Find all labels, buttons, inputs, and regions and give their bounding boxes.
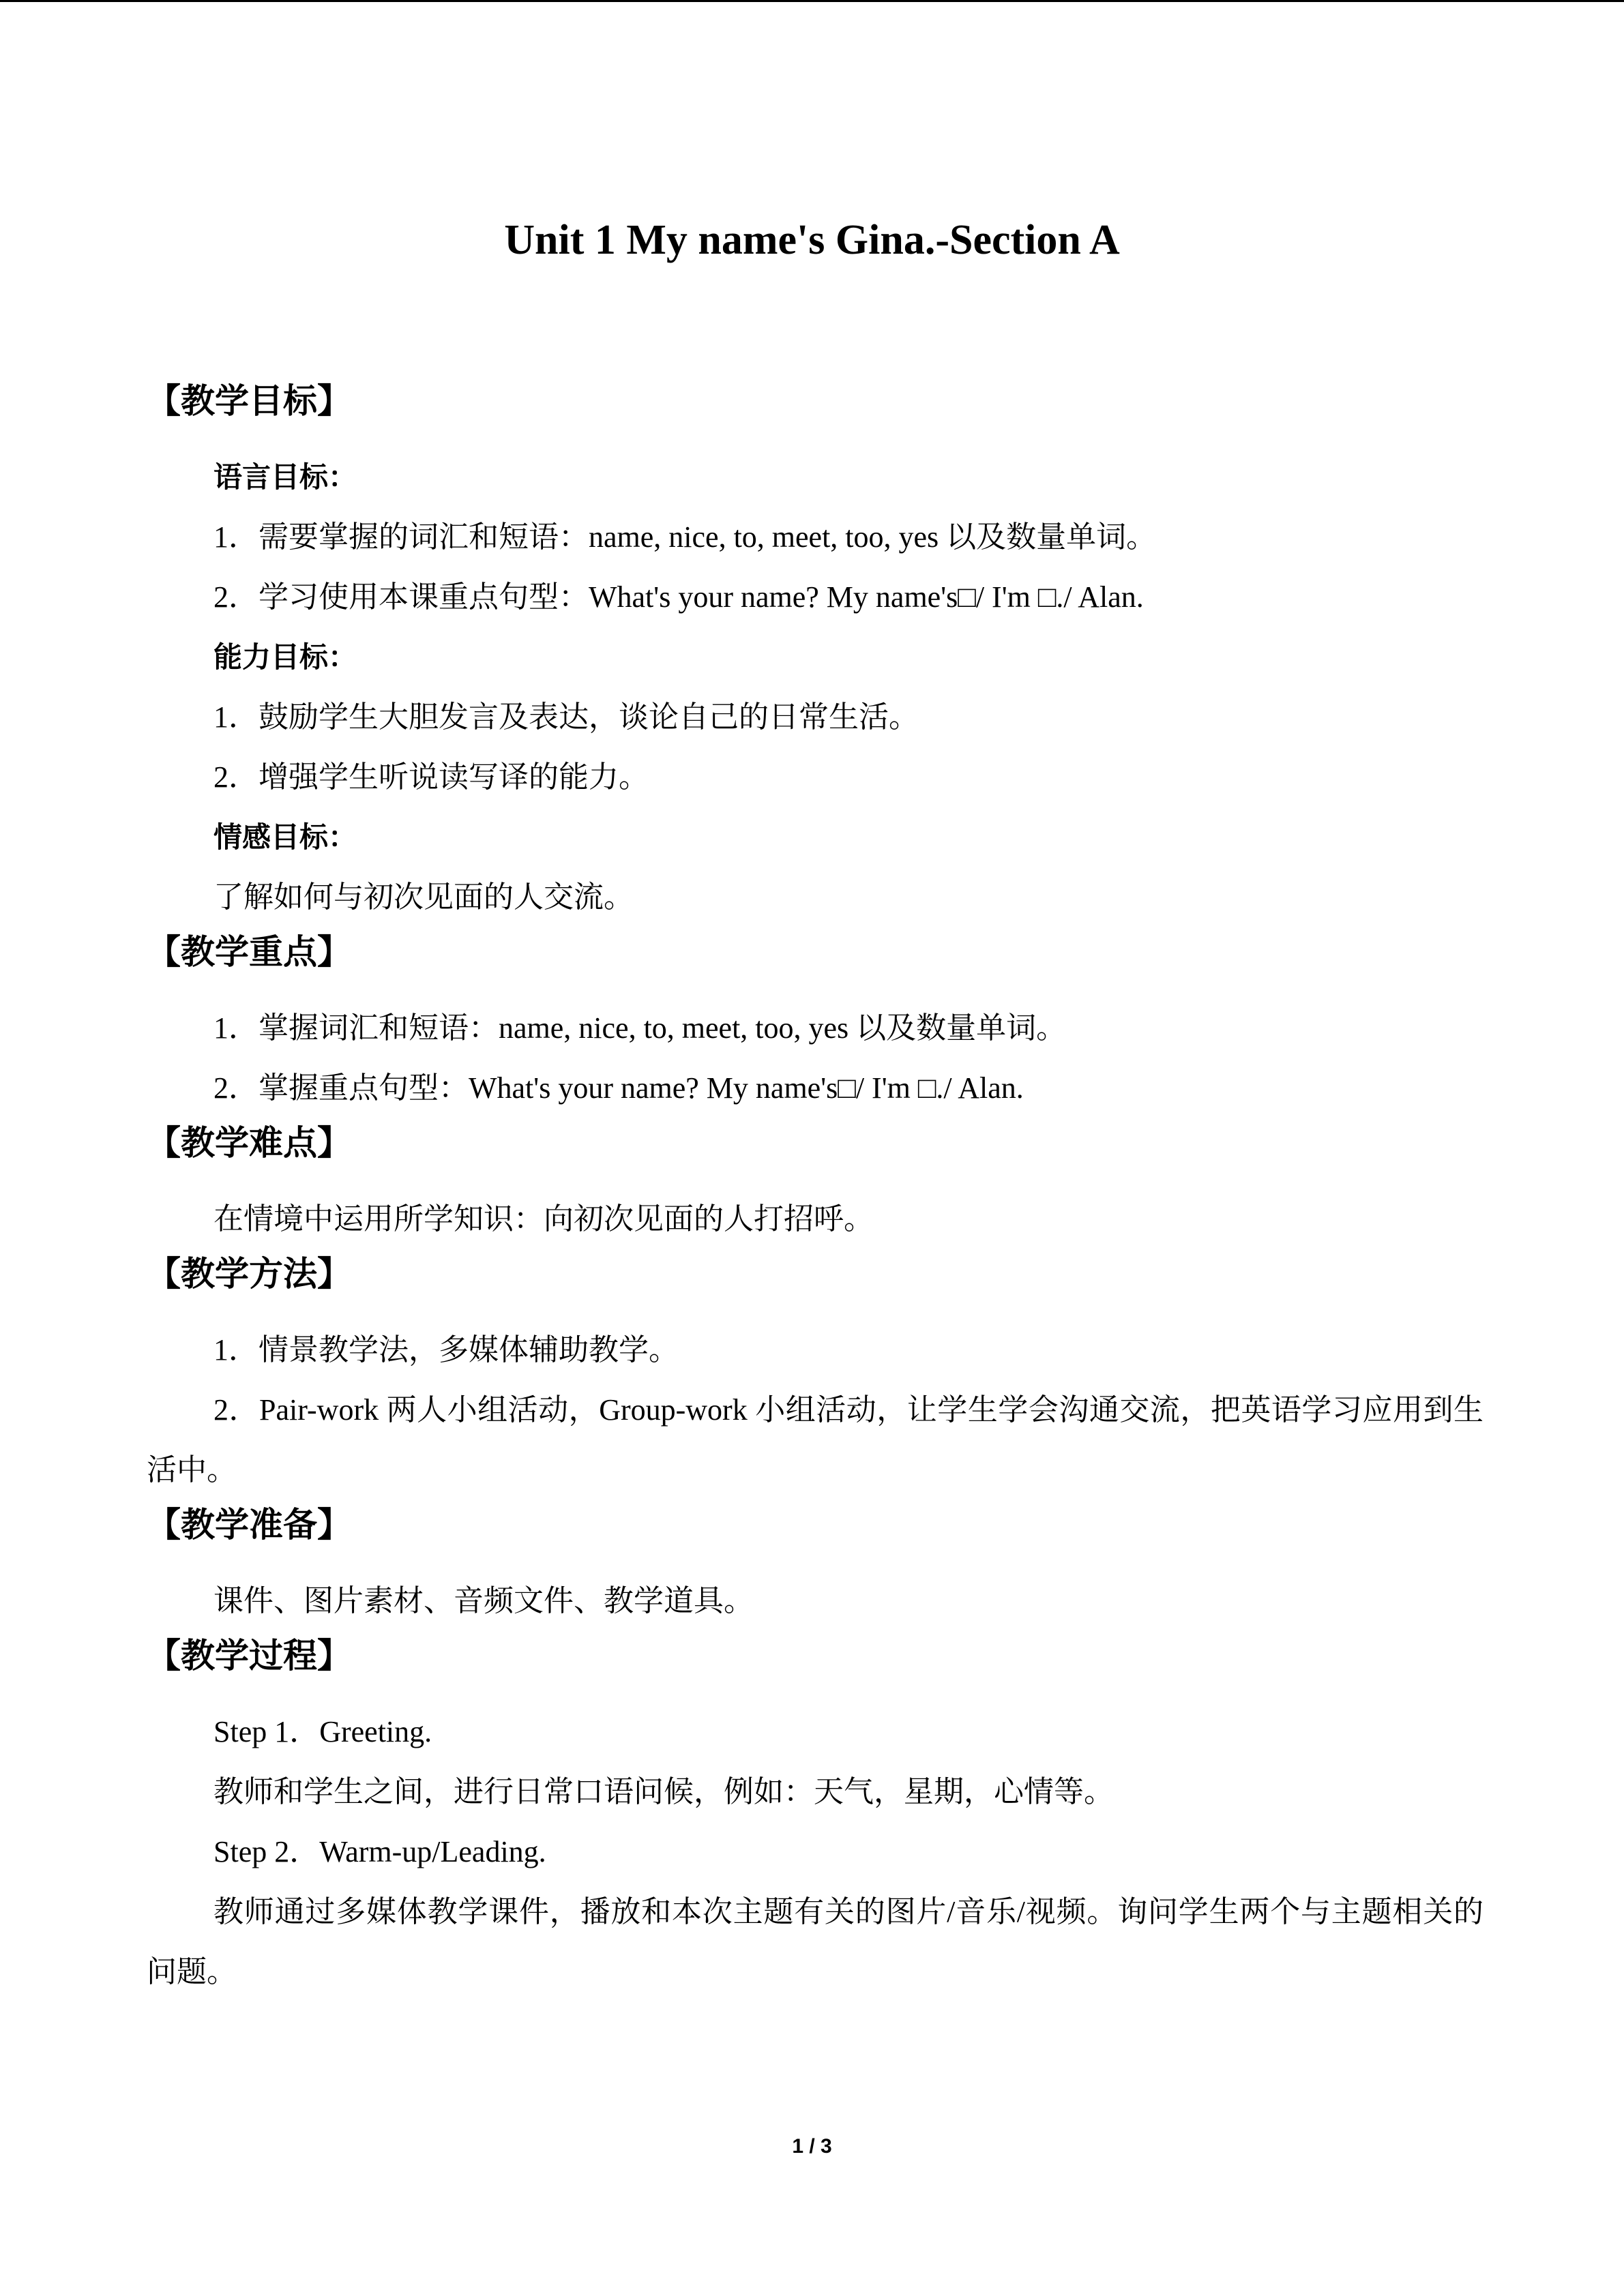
ability-objectives-heading: 能力目标：: [213, 640, 357, 674]
section-heading-preparation: 【教学准备】: [147, 1505, 351, 1545]
language-objective-item: 1．需要掌握的词汇和短语：name, nice, to, meet, too, yes 以及数量单词。: [213, 520, 1157, 554]
section-heading-process: 【教学过程】: [147, 1636, 351, 1675]
ability-objective-item: 1．鼓励学生大胆发言及表达，谈论自己的日常生活。: [213, 700, 919, 734]
language-objectives-heading: 语言目标：: [213, 460, 357, 494]
section-heading-key-points: 【教学重点】: [147, 932, 351, 972]
emotion-objective-text: 了解如何与初次见面的人交流。: [213, 880, 634, 914]
step-1-title: Step 1．Greeting.: [213, 1715, 432, 1748]
step-2-title: Step 2．Warm-up/Leading.: [213, 1835, 546, 1868]
section-methods: [147, 1249, 1483, 1500]
section-objectives: [147, 376, 1483, 927]
ability-objective-item: 2．增强学生听说读写译的能力。: [213, 760, 649, 794]
language-objective-item: 2．学习使用本课重点句型：What's your name? My name's□/ I'm □./ Alan.: [213, 580, 1144, 614]
key-point-item: 1．掌握词汇和短语：name, nice, to, meet, too, yes 以及数量单词。: [213, 1011, 1067, 1045]
step-1-text: 教师和学生之间，进行日常口语问候，例如：天气，星期，心情等。: [213, 1775, 1114, 1808]
key-point-item: 2．掌握重点句型：What's your name? My name's□/ I'm □./ Alan.: [213, 1071, 1024, 1105]
preparation-text: 课件、图片素材、音频文件、教学道具。: [213, 1584, 754, 1617]
section-heading-objectives: 【教学目标】: [147, 381, 351, 421]
section-key-points: [147, 927, 1483, 1118]
difficulty-text: 在情境中运用所学知识：向初次见面的人打招呼。: [213, 1202, 874, 1236]
page-number: 1 / 3: [792, 2135, 832, 2158]
method-item: 2．Pair-work 两人小组活动，Group-work 小组活动，让学生学会沟通交流，把英语学习应用到生活中。: [147, 1393, 1483, 1487]
page-top-border: [0, 0, 1624, 2]
section-difficulties: [147, 1118, 1483, 1249]
section-heading-difficulties: 【教学难点】: [147, 1123, 351, 1163]
emotion-objectives-heading: 情感目标：: [213, 820, 357, 854]
section-heading-methods: 【教学方法】: [147, 1254, 351, 1294]
document-body: [147, 376, 1483, 2002]
section-process: [147, 1631, 1483, 2002]
document-title: Unit 1 My name's Gina.-Section A: [504, 217, 1120, 263]
step-2-text: 教师通过多媒体教学课件，播放和本次主题有关的图片/音乐/视频。询问学生两个与主题相关的问题。: [147, 1895, 1483, 1988]
section-preparation: [147, 1500, 1483, 1631]
method-item: 1．情景教学法，多媒体辅助教学。: [213, 1333, 679, 1367]
